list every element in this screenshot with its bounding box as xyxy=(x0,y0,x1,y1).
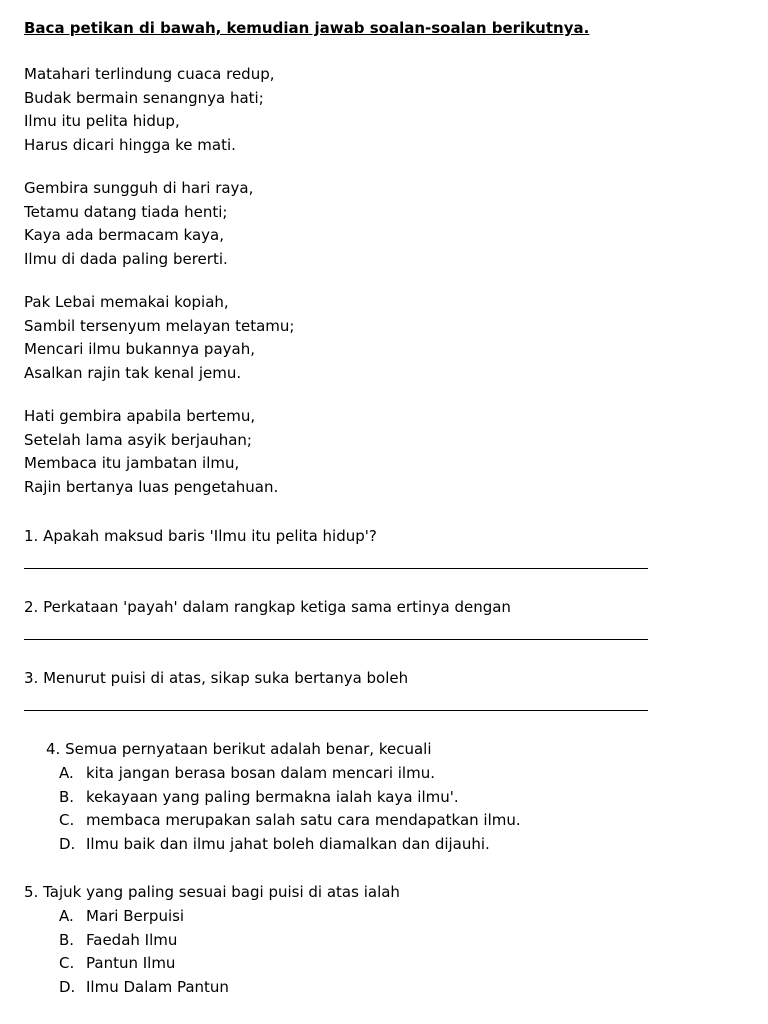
answer-line-1[interactable] xyxy=(24,568,648,569)
option-item[interactable] xyxy=(59,786,521,810)
option-text: kekayaan yang paling bermakna ialah kaya ilmu'. xyxy=(86,787,459,806)
option-text: Pantun Ilmu xyxy=(86,954,176,972)
poem-stanza-4 xyxy=(24,405,278,499)
poem-line: Kaya ada bermacam kaya, xyxy=(24,226,225,244)
option-letter: C. xyxy=(59,811,75,829)
question-1: 1. Apakah maksud baris 'Ilmu itu pelita hidup'? xyxy=(24,527,377,545)
poem-line: Hati gembira apabila bertemu, xyxy=(24,407,256,425)
option-text: Mari Berpuisi xyxy=(86,907,185,925)
option-letter: D. xyxy=(59,834,76,853)
poem-stanza-2 xyxy=(24,177,253,271)
option-item[interactable] xyxy=(59,809,521,833)
poem-line: Gembira sungguh di hari raya, xyxy=(24,179,254,197)
option-text: Ilmu Dalam Pantun xyxy=(86,977,229,996)
question-5: 5. Tajuk yang paling sesuai bagi puisi di atas ialah xyxy=(24,883,400,901)
option-text: kita jangan berasa bosan dalam mencari ilmu. xyxy=(86,764,435,782)
option-text: membaca merupakan salah satu cara mendapatkan ilmu. xyxy=(86,811,521,829)
instruction-heading: Baca petikan di bawah, kemudian jawab soalan-soalan berikutnya. xyxy=(24,19,590,37)
option-item[interactable] xyxy=(59,952,229,976)
option-letter: A. xyxy=(59,764,74,782)
option-text: Ilmu baik dan ilmu jahat boleh diamalkan dan dijauhi. xyxy=(86,834,490,853)
option-letter: A. xyxy=(59,907,74,925)
option-letter: D. xyxy=(59,977,76,996)
option-letter: B. xyxy=(59,930,75,949)
option-item[interactable] xyxy=(59,976,229,1000)
question-4-options xyxy=(59,762,521,856)
option-letter: B. xyxy=(59,787,75,806)
option-item[interactable] xyxy=(59,762,521,786)
option-item[interactable] xyxy=(59,905,229,929)
option-item[interactable] xyxy=(59,833,521,857)
poem-line: Budak bermain senangnya hati; xyxy=(24,88,264,107)
poem-line: Pak Lebai memakai kopiah, xyxy=(24,293,229,311)
question-5-options xyxy=(59,905,229,999)
question-3: 3. Menurut puisi di atas, sikap suka bertanya boleh xyxy=(24,669,409,687)
poem-line: Matahari terlindung cuaca redup, xyxy=(24,65,275,83)
poem-line: Harus dicari hingga ke mati. xyxy=(24,135,236,154)
poem-line: Mencari ilmu bukannya payah, xyxy=(24,340,255,358)
poem-stanza-1 xyxy=(24,63,275,157)
poem-line: Ilmu itu pelita hidup, xyxy=(24,112,180,130)
answer-line-3[interactable] xyxy=(24,710,648,711)
poem-line: Tetamu datang tiada henti; xyxy=(24,202,228,221)
poem-stanza-3 xyxy=(24,291,294,385)
poem-line: Membaca itu jambatan ilmu, xyxy=(24,454,240,472)
option-text: Faedah Ilmu xyxy=(86,930,178,949)
answer-line-2[interactable] xyxy=(24,639,648,640)
option-letter: C. xyxy=(59,954,75,972)
poem-line: Sambil tersenyum melayan tetamu; xyxy=(24,316,295,335)
poem-line: Rajin bertanya luas pengetahuan. xyxy=(24,477,279,496)
poem-line: Ilmu di dada paling bererti. xyxy=(24,249,228,268)
question-4: 4. Semua pernyataan berikut adalah benar, kecuali xyxy=(46,740,432,758)
option-item[interactable] xyxy=(59,929,229,953)
question-2: 2. Perkataan 'payah' dalam rangkap ketiga sama ertinya dengan xyxy=(24,598,511,616)
poem-line: Setelah lama asyik berjauhan; xyxy=(24,430,252,449)
poem-line: Asalkan rajin tak kenal jemu. xyxy=(24,363,242,382)
